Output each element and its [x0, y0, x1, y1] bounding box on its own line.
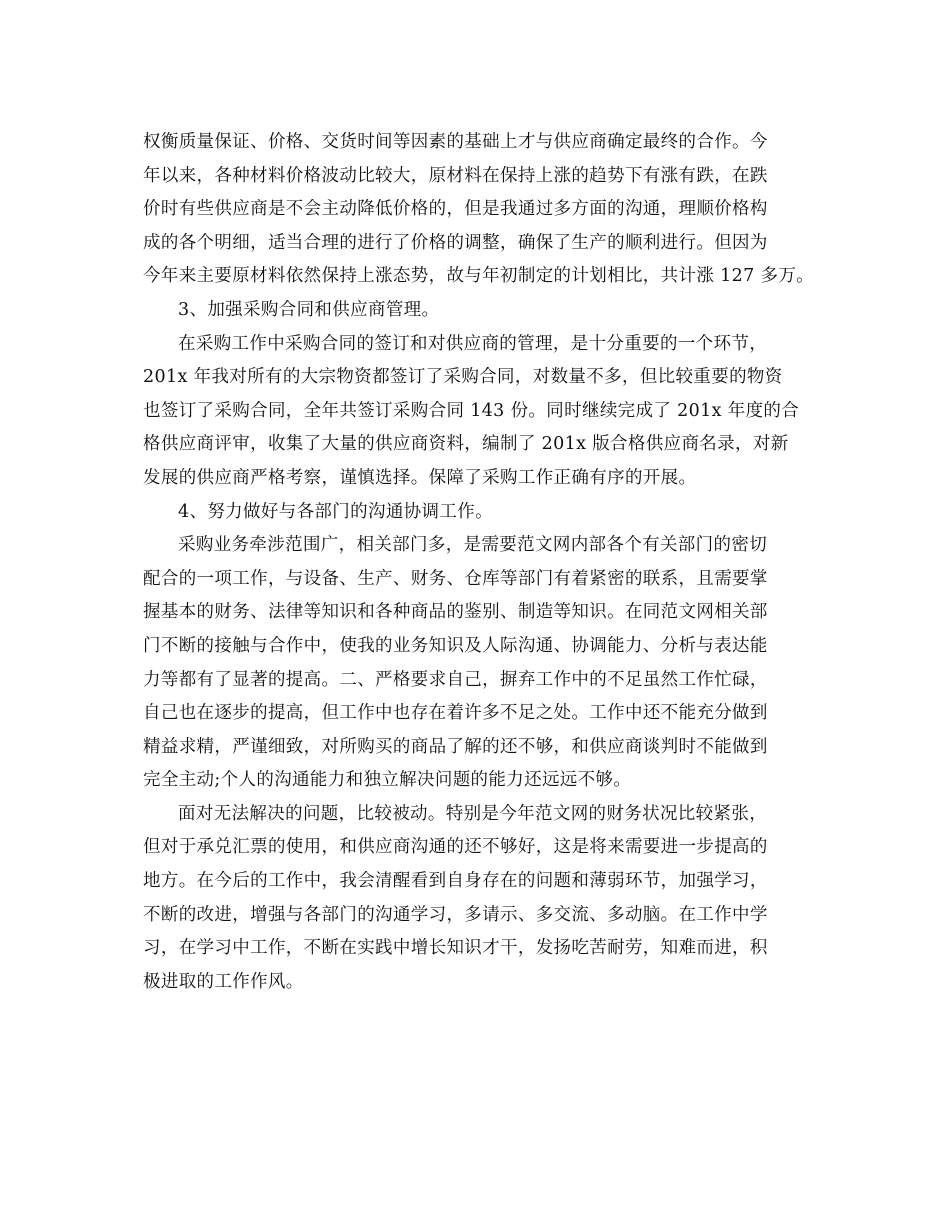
text-line: 格供应商评审，收集了大量的供应商资料，编制了 201x 版合格供应商名录，对新	[143, 434, 789, 455]
text-line: 地方。在今后的工作中，我会清醒看到自身存在的问题和薄弱环节，加强学习，	[143, 871, 768, 892]
text-line: 发展的供应商严格考察，谨慎选择。保障了采购工作正确有序的开展。	[143, 467, 697, 488]
paragraph-start-line: 采购业务牵涉范围广，相关部门多，是需要范文网内部各个有关部门的密切	[178, 535, 768, 556]
text-line: 不断的改进，增强与各部门的沟通学习，多请示、多交流、多动脑。在工作中学	[143, 904, 768, 925]
document-body	[143, 126, 833, 999]
text-line: 年以来，各种材料价格波动比较大，原材料在保持上涨的趋势下有涨有跌，在跌	[143, 165, 768, 186]
text-line: 精益求精，严谨细致，对所购买的商品了解的还不够，和供应商谈判时不能做到	[143, 736, 768, 757]
text-line: 价时有些供应商是不会主动降低价格的，但是我通过多方面的沟通，理顺价格构	[143, 199, 768, 220]
section-heading: 4、努力做好与各部门的沟通协调工作。	[178, 501, 493, 522]
text-line: 力等都有了显著的提高。二、严格要求自己，摒弃工作中的不足虽然工作忙碌，	[143, 669, 768, 690]
text-line: 201x 年我对所有的大宗物资都签订了采购合同，对数量不多，但比较重要的物资	[143, 367, 783, 388]
text-line: 但对于承兑汇票的使用，和供应商沟通的还不够好，这是将来需要进一步提高的	[143, 837, 768, 858]
text-line: 权衡质量保证、价格、交货时间等因素的基础上才与供应商确定最终的合作。今	[143, 132, 768, 152]
paragraph-start-line: 在采购工作中采购合同的签订和对供应商的管理，是十分重要的一个环节，	[178, 333, 768, 354]
text-line: 也签订了采购合同，全年共签订采购合同 143 份。同时继续完成了 201x 年度的合	[143, 400, 800, 421]
text-line: 今年来主要原材料依然保持上涨态势，故与年初制定的计划相比，共计涨 127 多万。	[143, 266, 815, 287]
text-line: 自己也在逐步的提高，但工作中也存在着许多不足之处。工作中还不能充分做到	[143, 703, 768, 724]
text-line: 门不断的接触与合作中，使我的业务知识及人际沟通、协调能力、分析与表达能	[143, 635, 768, 656]
text-line: 握基本的财务、法律等知识和各种商品的鉴别、制造等知识。在同范文网相关部	[143, 602, 768, 623]
text-line: 配合的一项工作，与设备、生产、财务、仓库等部门有着紧密的联系，且需要掌	[143, 568, 768, 589]
text-line: 极进取的工作作风。	[143, 971, 304, 992]
text-line: 习，在学习中工作，不断在实践中增长知识才干，发扬吃苦耐劳，知难而进，积	[143, 938, 768, 959]
paragraph-start-line: 面对无法解决的问题，比较被动。特别是今年范文网的财务状况比较紧张，	[178, 803, 768, 824]
text-line: 成的各个明细，适当合理的进行了价格的调整，确保了生产的顺利进行。但因为	[143, 232, 768, 253]
section-heading: 3、加强采购合同和供应商管理。	[178, 299, 440, 320]
text-line: 完全主动;个人的沟通能力和独立解决问题的能力还远远不够。	[143, 770, 632, 791]
